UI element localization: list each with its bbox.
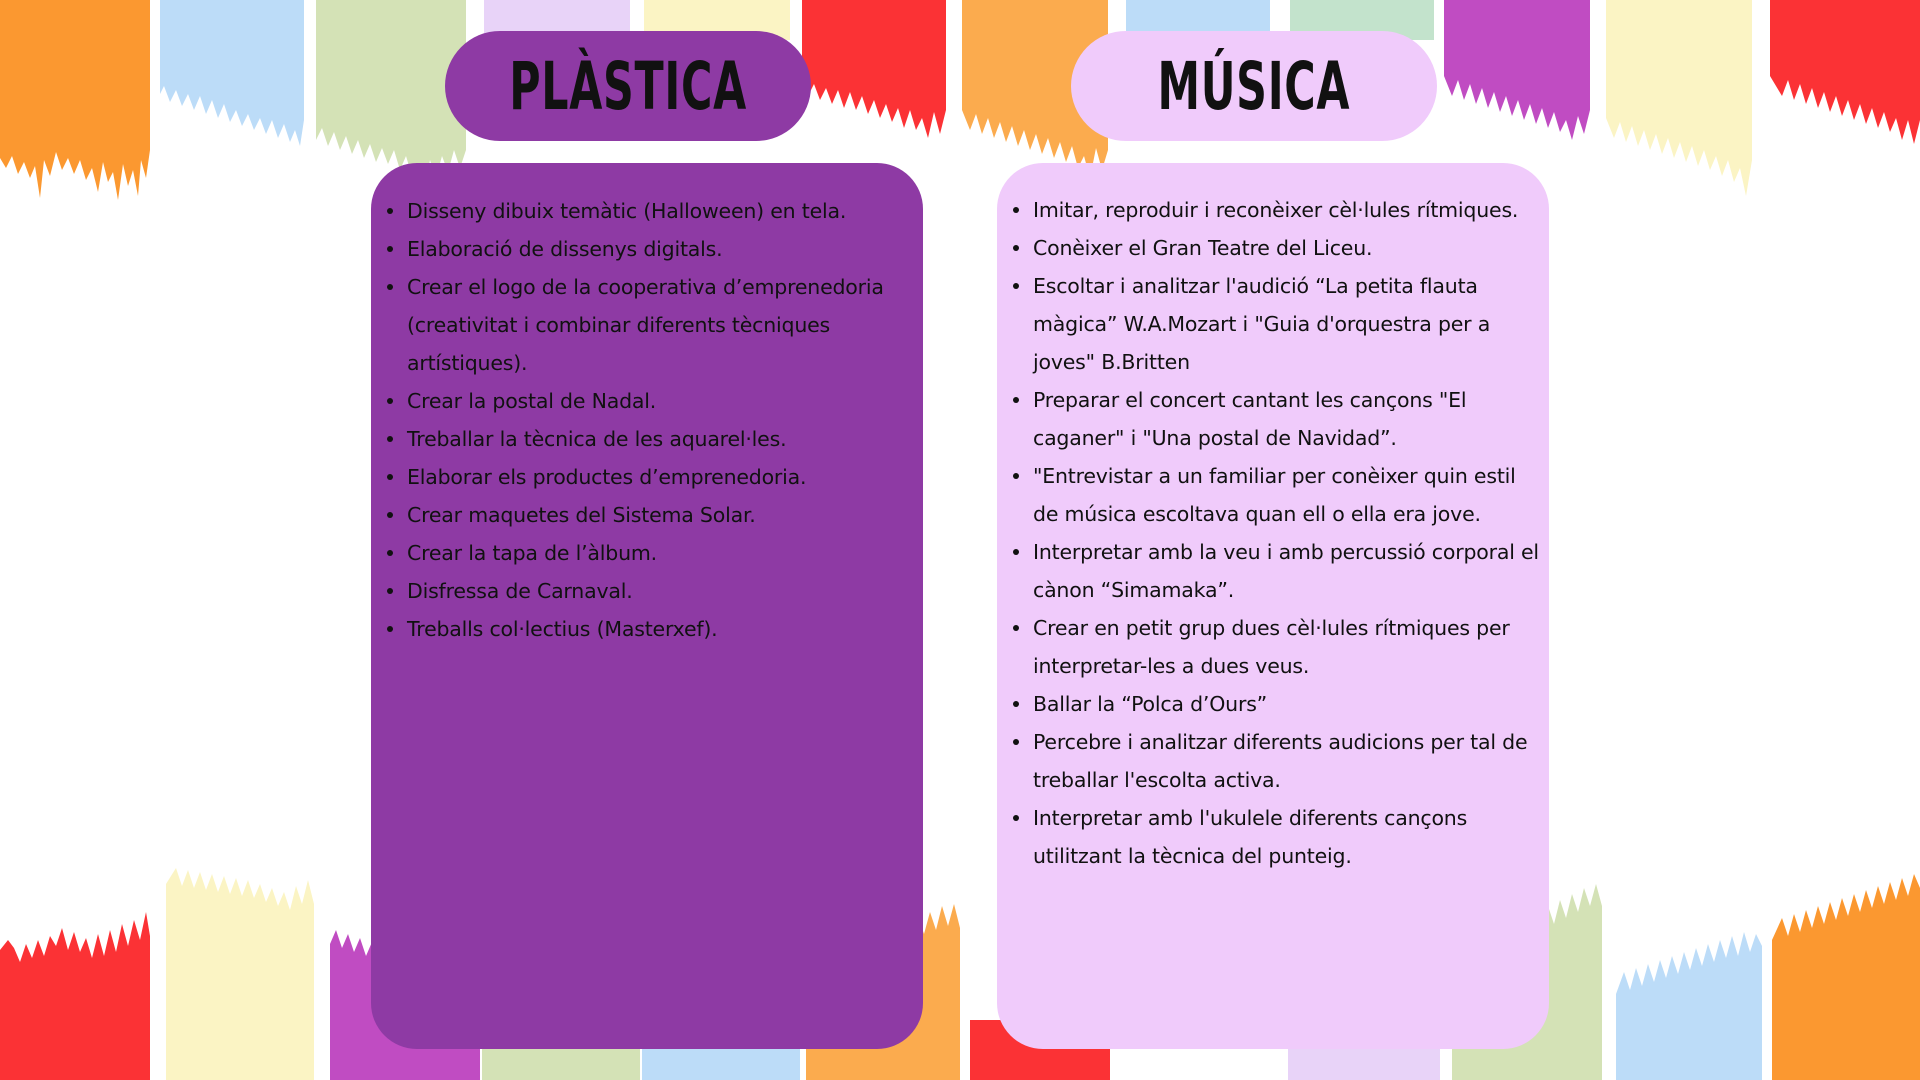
bottom-stroke-yellow-1 (166, 868, 314, 1080)
list-item: Disseny dibuix temàtic (Halloween) en tela. (371, 192, 923, 230)
list-item: "Entrevistar a un familiar per conèixer quin estil de música escoltava quan ell o ella era jove. (997, 457, 1549, 533)
list-item: Elaborar els productes d’emprenedoria. (371, 458, 923, 496)
plastica-card (371, 163, 923, 1049)
list-item: Crear el logo de la cooperativa d’emprenedoria (creativitat i combinar diferents tècniques artístiques). (371, 268, 923, 382)
list-item: Disfressa de Carnaval. (371, 572, 923, 610)
list-item: Elaboració de dissenys digitals. (371, 230, 923, 268)
list-item: Interpretar amb l'ukulele diferents cançons utilitzant la tècnica del punteig. (997, 799, 1549, 875)
bottom-stroke-red-1 (0, 912, 150, 1080)
musica-title: MÚSICA (1157, 47, 1351, 125)
top-stroke-magenta (1444, 0, 1590, 140)
list-item: Preparar el concert cantant les cançons "El caganer" i "Una postal de Navidad”. (997, 381, 1549, 457)
list-item: Treballs col·lectius (Masterxef). (371, 610, 923, 648)
list-item: Crear en petit grup dues cèl·lules rítmiques per interpretar-les a dues veus. (997, 609, 1549, 685)
list-item: Conèixer el Gran Teatre del Liceu. (997, 229, 1549, 267)
musica-card (997, 163, 1549, 1049)
list-item: Ballar la “Polca d’Ours” (997, 685, 1549, 723)
list-item: Imitar, reproduir i reconèixer cèl·lules rítmiques. (997, 191, 1549, 229)
plastica-list (371, 192, 923, 648)
bottom-stroke-orange-2 (1772, 874, 1920, 1080)
list-item: Crear la tapa de l’àlbum. (371, 534, 923, 572)
bottom-stroke-blue-2 (1616, 932, 1762, 1080)
musica-title-pill (1071, 31, 1437, 141)
list-item: Crear maquetes del Sistema Solar. (371, 496, 923, 534)
top-stroke-yellow-2 (1606, 0, 1752, 196)
top-stroke-orange (0, 0, 150, 200)
top-stroke-green (316, 0, 466, 190)
list-item: Interpretar amb la veu i amb percussió corporal el cànon “Simamaka”. (997, 533, 1549, 609)
plastica-title: PLÀSTICA (509, 47, 747, 125)
top-stroke-red-2 (1770, 0, 1920, 144)
top-stroke-red-1 (802, 0, 946, 138)
list-item: Treballar la tècnica de les aquarel·les. (371, 420, 923, 458)
plastica-title-pill (445, 31, 811, 141)
top-stroke-blue (160, 0, 304, 146)
list-item: Percebre i analitzar diferents audicions per tal de treballar l'escolta activa. (997, 723, 1549, 799)
list-item: Escoltar i analitzar l'audició “La petita flauta màgica” W.A.Mozart i "Guia d'orquestra per a joves" B.Britten (997, 267, 1549, 381)
list-item: Crear la postal de Nadal. (371, 382, 923, 420)
musica-list (997, 191, 1549, 875)
